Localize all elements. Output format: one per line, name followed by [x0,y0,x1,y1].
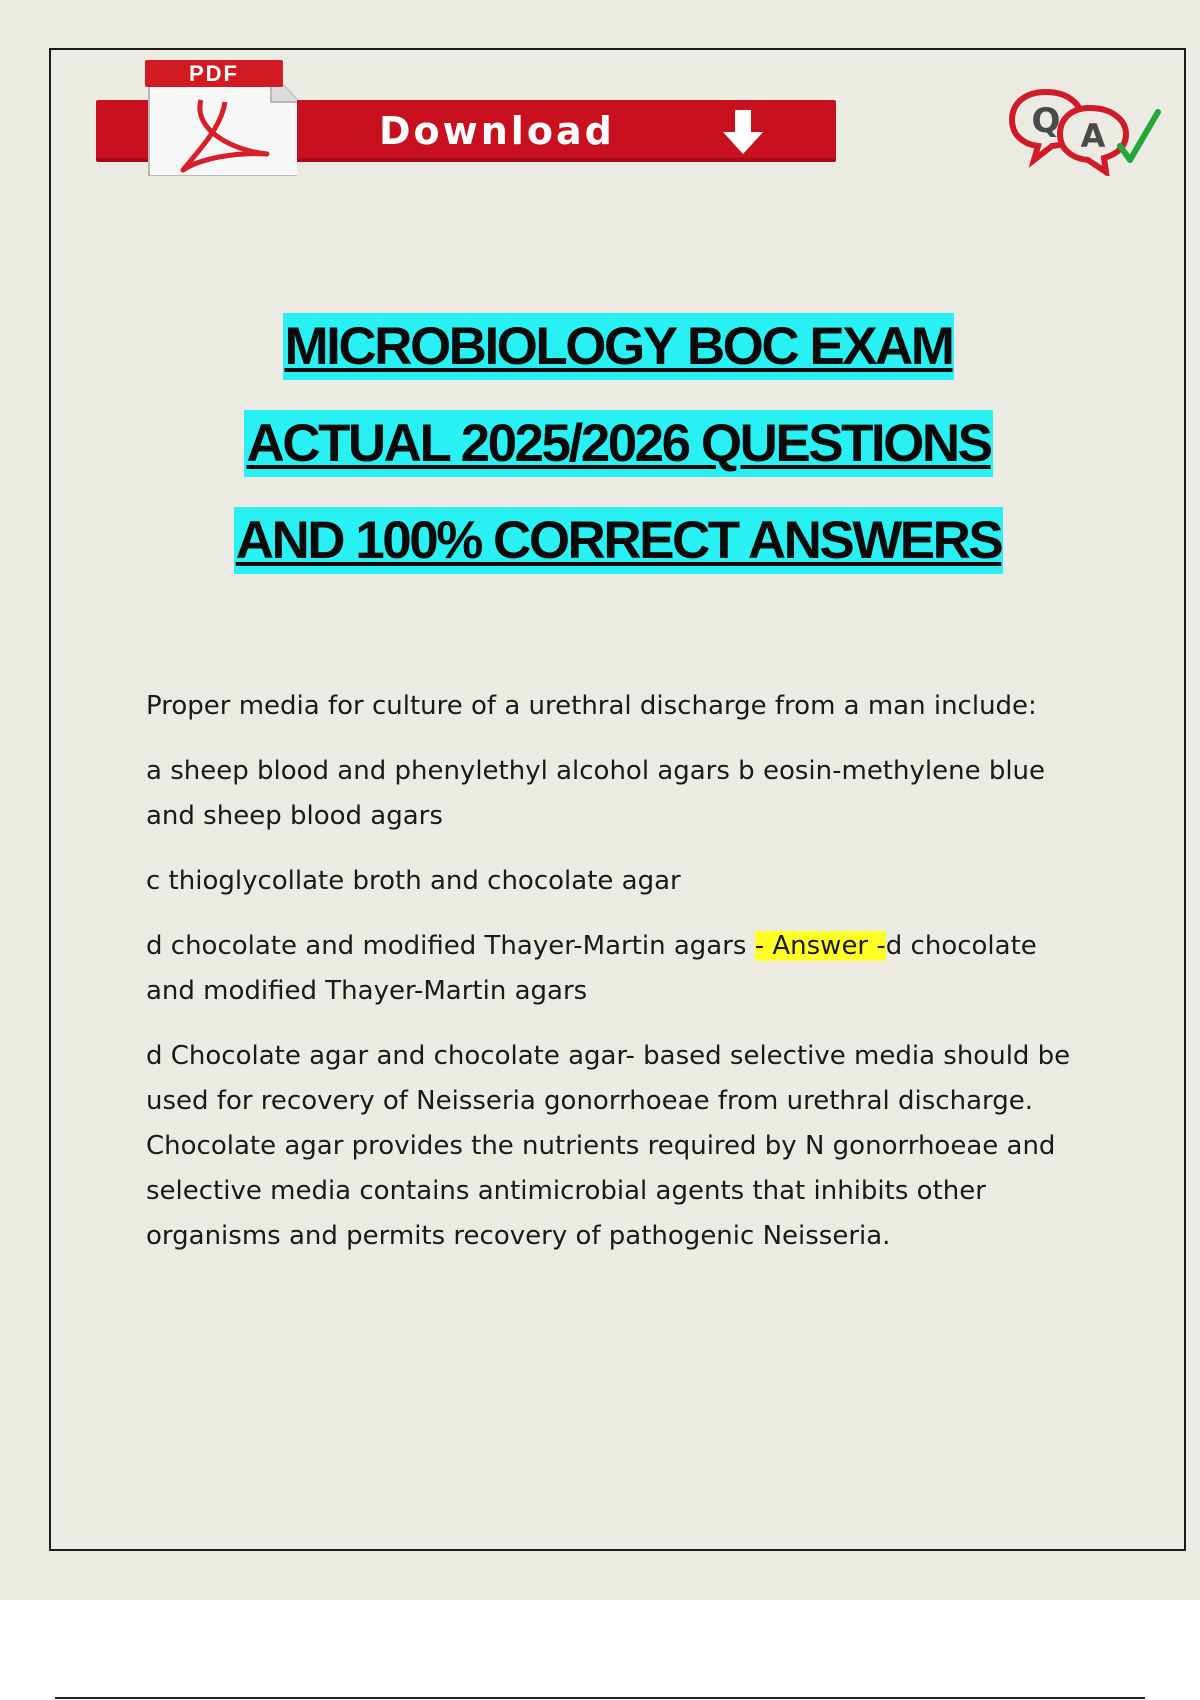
qa-logo-q: Q [1031,101,1061,141]
option-d [146,924,1076,1014]
qa-logo [1008,84,1168,176]
title-line-1: MICROBIOLOGY BOC EXAM [0,313,1200,410]
pdf-file-icon [141,58,297,176]
question-prompt: Proper media for culture of a urethral discharge from a man include: [146,691,1037,721]
qa-logo-a: A [1080,117,1106,155]
option-a-b: a sheep blood and phenylethyl alcohol agars b eosin-methylene blue and sheep blood agars [146,756,1046,831]
title-line-3: AND 100% CORRECT ANSWERS [0,507,1200,604]
explanation: d Chocolate agar and chocolate agar- based selective media should be used for recovery of Neisseria gonorrhoeae from urethral discharge. Chocolate agar provides the nutrients required by N gonorrhoeae and selective media contains antimicrobial agents that inhibits other organisms and permits recovery of pathogenic Neisseria. [146,1041,1071,1251]
bottom-divider [55,1697,1145,1699]
question-block [146,684,1076,1279]
pdf-label: PDF [145,60,283,87]
title-line-2: ACTUAL 2025/2026 QUESTIONS [0,410,1200,507]
answer-text: d chocolate and modified Thayer-Martin agars [146,931,1037,1006]
arrow-down-icon[interactable] [718,108,768,156]
download-label[interactable]: Download [379,109,615,153]
pdf-download-banner[interactable] [96,58,836,176]
document-title [0,313,1200,604]
option-d-text: d chocolate and modified Thayer-Martin agars [146,931,755,961]
option-c: c thioglycollate broth and chocolate agar [146,866,681,896]
answer-marker: - Answer - [754,931,886,961]
